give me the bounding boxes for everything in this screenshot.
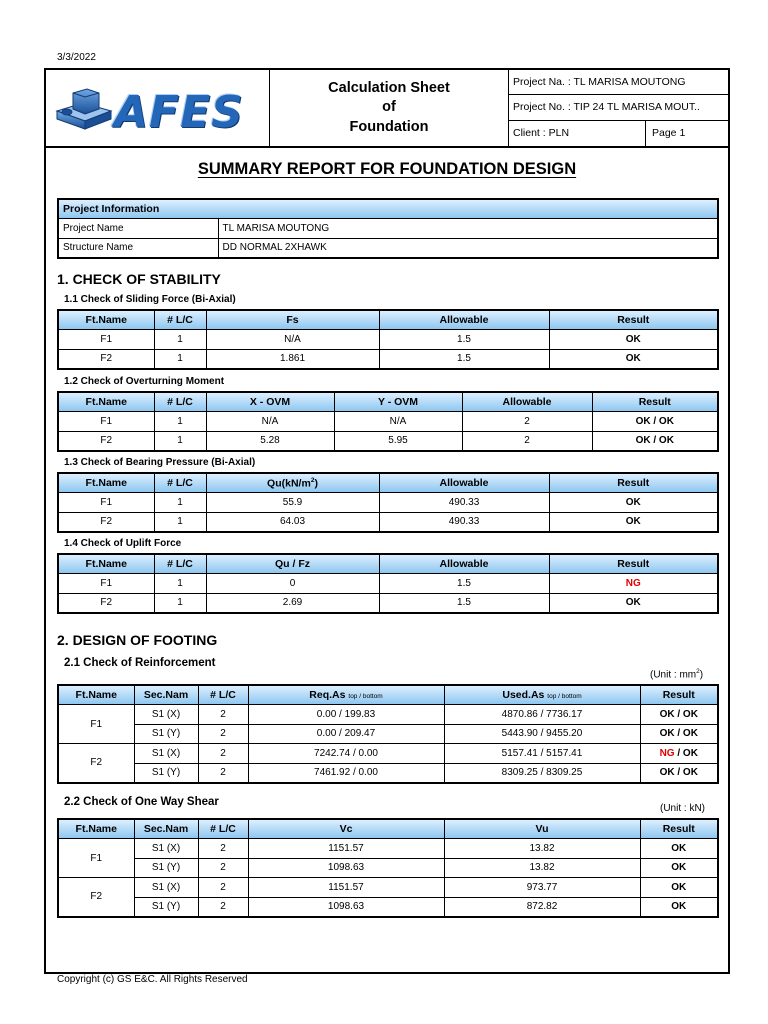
- reinforcement-title: 2.1 Check of Reinforcement: [64, 657, 216, 669]
- col-secnam: Sec.Nam: [134, 685, 198, 705]
- uplift-table: [57, 553, 719, 614]
- table-row: [58, 512, 718, 532]
- cell-req-as: 7242.74 / 0.00: [248, 744, 444, 764]
- project-name-field: Project Na. : TL MARISA MOUTONG: [509, 70, 728, 95]
- cell-used-as: 4870.86 / 7736.17: [444, 705, 640, 725]
- shear-unit: (Unit : kN): [660, 803, 705, 814]
- col-vu: Vu: [444, 819, 640, 839]
- col-x-ovm: X - OVM: [206, 392, 334, 412]
- cell-allowable: 2: [462, 431, 592, 451]
- col-ftname: Ft.Name: [58, 310, 154, 330]
- cell-vu: 872.82: [444, 897, 640, 917]
- col-lc: # L/C: [198, 685, 248, 705]
- cell-result: OK: [549, 493, 718, 513]
- col-ftname: Ft.Name: [58, 819, 134, 839]
- cell-lc: 2: [198, 763, 248, 783]
- table-row: [58, 431, 718, 451]
- cell-vc: 1098.63: [248, 858, 444, 878]
- table-row: [58, 744, 718, 764]
- cell-x-ovm: N/A: [206, 412, 334, 432]
- cell-lc: 1: [154, 412, 206, 432]
- col-lc: # L/C: [154, 473, 206, 493]
- result-top: OK: [659, 728, 675, 740]
- reinforcement-unit: [650, 668, 703, 680]
- col-allowable: Allowable: [379, 310, 549, 330]
- cell-ftname: F2: [58, 878, 134, 917]
- logo-cell: [46, 70, 270, 146]
- project-info-cell: [509, 70, 728, 146]
- project-info-heading: Project Information: [58, 199, 718, 219]
- col-y-ovm: Y - OVM: [334, 392, 462, 412]
- col-qu-exponent: 2: [310, 476, 315, 484]
- cell-vu: 13.82: [444, 839, 640, 859]
- cell-fs: 1.861: [206, 349, 379, 369]
- cell-ftname: F1: [58, 330, 154, 350]
- cell-lc: 1: [154, 431, 206, 451]
- table-row: [58, 412, 718, 432]
- cell-lc: 1: [154, 574, 206, 594]
- table-row: [58, 493, 718, 513]
- cell-ftname: F1: [58, 493, 154, 513]
- cell-allowable: 1.5: [379, 574, 549, 594]
- overturning-title: 1.2 Check of Overturning Moment: [64, 376, 225, 387]
- shear-table: [57, 818, 719, 918]
- cell-allowable: 490.33: [379, 512, 549, 532]
- col-result: Result: [549, 310, 718, 330]
- table-row: [58, 878, 718, 898]
- col-req-as: [248, 685, 444, 705]
- cell-ftname: F2: [58, 431, 154, 451]
- cell-result: OK: [549, 349, 718, 369]
- cell-qu-fz: 0: [206, 574, 379, 594]
- report-title-text: SUMMARY REPORT FOR FOUNDATION DESIGN: [197, 160, 577, 178]
- cell-secnam: S1 (X): [134, 705, 198, 725]
- cell-secnam: S1 (Y): [134, 858, 198, 878]
- cell-vc: 1151.57: [248, 839, 444, 859]
- cell-allowable: 1.5: [379, 330, 549, 350]
- cell-vu: 973.77: [444, 878, 640, 898]
- cell-ftname: F2: [58, 349, 154, 369]
- cell-req-as: 0.00 / 199.83: [248, 705, 444, 725]
- bearing-title: 1.3 Check of Bearing Pressure (Bi-Axial): [64, 457, 256, 468]
- result-bottom: OK: [682, 708, 698, 720]
- result-top: OK: [659, 767, 675, 778]
- section-footing-title: 2. DESIGN OF FOOTING: [57, 632, 218, 648]
- col-req-as-sub: top / bottom: [348, 693, 383, 700]
- cell-result: OK: [640, 897, 718, 917]
- cell-result: OK / OK: [640, 705, 718, 725]
- col-fs: Fs: [206, 310, 379, 330]
- cell-result: OK / OK: [640, 724, 718, 744]
- col-ftname: Ft.Name: [58, 473, 154, 493]
- cell-ftname: F1: [58, 705, 134, 744]
- structure-name-value: DD NORMAL 2XHAWK: [218, 238, 718, 258]
- col-vc: Vc: [248, 819, 444, 839]
- cell-lc: 2: [198, 744, 248, 764]
- cell-vc: 1098.63: [248, 897, 444, 917]
- col-qu-fz: Qu / Fz: [206, 554, 379, 574]
- report-date: 3/3/2022: [57, 52, 96, 63]
- result-bottom: OK: [682, 728, 698, 740]
- title-cell: [270, 70, 509, 146]
- table-row: [58, 349, 718, 369]
- sliding-table: [57, 309, 719, 370]
- cell-lc: 2: [198, 839, 248, 859]
- afes-logo-text: AFES: [114, 87, 244, 138]
- cell-lc: 1: [154, 330, 206, 350]
- col-lc: # L/C: [154, 392, 206, 412]
- col-qu: [206, 473, 379, 493]
- project-info-table: [57, 198, 719, 259]
- cell-result: OK: [549, 593, 718, 613]
- project-no-field: Project No. : TIP 24 TL MARISA MOUT..: [509, 95, 728, 120]
- table-row: [58, 763, 718, 783]
- col-secnam: Sec.Nam: [134, 819, 198, 839]
- section-stability-title: 1. CHECK OF STABILITY: [57, 271, 221, 287]
- cell-used-as: 5157.41 / 5157.41: [444, 744, 640, 764]
- table-row: [58, 238, 718, 258]
- calculation-sheet: [44, 68, 730, 974]
- col-lc: # L/C: [154, 554, 206, 574]
- unit-close: ): [699, 669, 704, 681]
- sheet-header: [46, 70, 728, 148]
- table-row: [58, 897, 718, 917]
- cell-qu: 55.9: [206, 493, 379, 513]
- table-row: [58, 574, 718, 594]
- cell-qu: 64.03: [206, 512, 379, 532]
- col-result: Result: [640, 685, 718, 705]
- overturning-table: [57, 391, 719, 452]
- cell-result-ng: NG: [549, 574, 718, 594]
- cell-y-ovm: 5.95: [334, 431, 462, 451]
- cell-lc: 2: [198, 705, 248, 725]
- cell-ftname: F1: [58, 839, 134, 878]
- title-line-3: Foundation: [349, 118, 429, 135]
- col-lc: # L/C: [198, 819, 248, 839]
- col-qu-label: Qu(kN/m: [267, 477, 311, 490]
- cell-x-ovm: 5.28: [206, 431, 334, 451]
- table-row: [58, 593, 718, 613]
- cell-ftname: F1: [58, 412, 154, 432]
- cell-y-ovm: N/A: [334, 412, 462, 432]
- cell-result: OK / OK: [640, 763, 718, 783]
- cell-result: NG / OK: [640, 744, 718, 764]
- shear-title: 2.2 Check of One Way Shear: [64, 796, 219, 808]
- copyright-notice: Copyright (c) GS E&C. All Rights Reserved: [57, 974, 248, 985]
- col-allowable: Allowable: [462, 392, 592, 412]
- structure-name-label: Structure Name: [58, 238, 218, 258]
- cell-lc: 2: [198, 858, 248, 878]
- col-lc: # L/C: [154, 310, 206, 330]
- title-line-2: of: [382, 99, 396, 116]
- unit-exponent: 2: [696, 668, 700, 675]
- col-used-as: [444, 685, 640, 705]
- col-allowable: Allowable: [379, 473, 549, 493]
- client-page-row: [509, 121, 728, 146]
- cell-req-as: 7461.92 / 0.00: [248, 763, 444, 783]
- uplift-title: 1.4 Check of Uplift Force: [64, 538, 182, 549]
- col-ftname: Ft.Name: [58, 554, 154, 574]
- cell-ftname: F2: [58, 744, 134, 783]
- cell-allowable: 490.33: [379, 493, 549, 513]
- cell-lc: 1: [154, 349, 206, 369]
- col-used-as-sub: top / bottom: [547, 693, 582, 700]
- cell-secnam: S1 (X): [134, 839, 198, 859]
- cell-used-as: 8309.25 / 8309.25: [444, 763, 640, 783]
- sliding-title: 1.1 Check of Sliding Force (Bi-Axial): [64, 294, 236, 305]
- cell-allowable: 1.5: [379, 349, 549, 369]
- table-row: [58, 724, 718, 744]
- cell-ftname: F2: [58, 512, 154, 532]
- col-result: Result: [549, 554, 718, 574]
- unit-text: (Unit : mm: [650, 669, 697, 681]
- col-result: Result: [592, 392, 718, 412]
- result-bottom: OK: [682, 747, 698, 759]
- cell-lc: 1: [154, 593, 206, 613]
- cell-ftname: F2: [58, 593, 154, 613]
- cell-result: OK: [640, 858, 718, 878]
- cell-lc: 1: [154, 512, 206, 532]
- cell-secnam: S1 (X): [134, 744, 198, 764]
- col-result: Result: [549, 473, 718, 493]
- cell-result: OK / OK: [592, 412, 718, 432]
- client-field: Client : PLN: [509, 121, 646, 146]
- table-row: [58, 858, 718, 878]
- cell-vc: 1151.57: [248, 878, 444, 898]
- cell-lc: 2: [198, 878, 248, 898]
- col-allowable: Allowable: [379, 554, 549, 574]
- result-top-ng: NG: [659, 747, 675, 759]
- table-row: [58, 219, 718, 239]
- col-used-as-label: Used.As: [502, 689, 545, 701]
- cell-ftname: F1: [58, 574, 154, 594]
- cell-lc: 1: [154, 493, 206, 513]
- cell-fs: N/A: [206, 330, 379, 350]
- cell-vu: 13.82: [444, 858, 640, 878]
- col-result: Result: [640, 819, 718, 839]
- bearing-table: [57, 472, 719, 533]
- page-number: Page 1: [652, 127, 686, 140]
- cell-result: OK: [640, 878, 718, 898]
- reinforcement-table: [57, 684, 719, 784]
- cell-allowable: 1.5: [379, 593, 549, 613]
- cell-result: OK: [640, 839, 718, 859]
- cell-result: OK: [549, 330, 718, 350]
- col-req-as-label: Req.As: [309, 689, 346, 701]
- afes-logo-icon: [53, 85, 115, 131]
- col-ftname: Ft.Name: [58, 685, 134, 705]
- report-title: [46, 160, 728, 179]
- col-qu-close: ): [314, 477, 318, 490]
- cell-result: OK / OK: [592, 431, 718, 451]
- cell-secnam: S1 (X): [134, 878, 198, 898]
- cell-used-as: 5443.90 / 9455.20: [444, 724, 640, 744]
- cell-req-as: 0.00 / 209.47: [248, 724, 444, 744]
- table-row: [58, 705, 718, 725]
- project-name-label: Project Name: [58, 219, 218, 239]
- cell-secnam: S1 (Y): [134, 897, 198, 917]
- cell-lc: 2: [198, 724, 248, 744]
- col-ftname: Ft.Name: [58, 392, 154, 412]
- title-line-1: Calculation Sheet: [328, 79, 450, 96]
- cell-secnam: S1 (Y): [134, 724, 198, 744]
- cell-lc: 2: [198, 897, 248, 917]
- table-row: [58, 839, 718, 859]
- result-top: OK: [659, 708, 675, 720]
- cell-allowable: 2: [462, 412, 592, 432]
- cell-qu-fz: 2.69: [206, 593, 379, 613]
- cell-result: OK: [549, 512, 718, 532]
- table-row: [58, 330, 718, 350]
- cell-secnam: S1 (Y): [134, 763, 198, 783]
- result-bottom: OK: [682, 767, 698, 778]
- project-name-value: TL MARISA MOUTONG: [218, 219, 718, 239]
